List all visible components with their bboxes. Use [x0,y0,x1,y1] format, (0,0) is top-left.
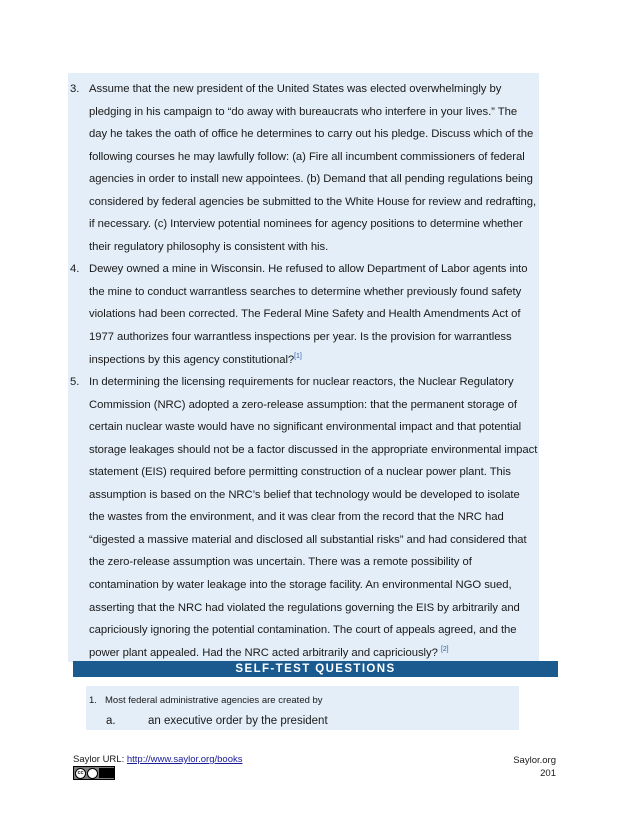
question-item [68,258,538,371]
self-test-heading: SELF-TEST QUESTIONS [73,661,558,677]
footer-source [73,754,243,765]
cc-logo-icon: cc [75,768,86,779]
footer-site: Saylor.org [513,755,556,766]
footnote-link[interactable]: [2] [440,645,449,653]
question-item [68,78,538,258]
attribution-icon [87,768,98,779]
exercise-questions-list [68,78,538,664]
footnote-link[interactable]: [1] [294,352,302,360]
self-test-question-text: Most federal administrative agencies are created by [105,695,323,706]
option-text: an executive order by the president [148,715,328,727]
page-number: 201 [540,768,556,779]
question-text: In determining the licensing requirements for nuclear reactors, the Nuclear Regulatory Commission (NRC) adopted a zero-release assumption: that the permanent storage of certain nuclear waste would have no significant environmental impact and that potential storage leakages should not be a factor discussed in the appropriate environmental impact statement (EIS) required before permitting construction of a nuclear power plant. This assumption is based on the NRC’s belief that technology would be developed to isolate the wastes from the environment, and it was clear from the record that the NRC had “digested a massive material and disclosed all substantial risks” and had considered that the zero-release assumption was uncertain. There was a remote possibility of contamination by water leakage into the storage facility. An environmental NGO sued, asserting that the NRC had violated the regulations governing the EIS by arbitrarily and capriciously ignoring the potential contamination. The court of appeals agreed, and the power plant appealed. Had the NRC acted arbitrarily and capriciously? [89,376,538,659]
question-text: Dewey owned a mine in Wisconsin. He refused to allow Department of Labor agents into the mine to conduct warrantless searches to determine whether previously found safety violations had been corrected. The Federal Mine Safety and Health Amendments Act of 1977 authorizes four warrantless inspections per year. Is the provision for warrantless inspections by this agency constitutional? [89,263,528,366]
footer-page-info [513,754,556,780]
question-item [68,371,538,664]
question-text: Assume that the new president of the United States was elected overwhelmingly by pledging in his campaign to “do away with bureaucrats who interfere in your lives.” The day he takes the oath of office he determines to carry out his pledge. Discuss which of the following courses he may lawfully follow: (a) Fire all incumbent commissioners of federal agencies in order to install new appointees. (b) Demand that all pending regulations being considered by federal agencies be submitted to the White House for review and redrafting, if necessary. (c) Interview potential nominees for agency positions to determine whether their regulatory philosophy is consistent with his. [89,83,537,253]
footer-url-link[interactable]: http://www.saylor.org/books [126,754,243,765]
question-number: 5. [70,376,80,389]
license-bar [99,768,114,778]
self-test-option [106,715,328,727]
self-test-question [89,695,323,706]
question-number: 3. [70,83,80,95]
question-number: 4. [70,263,80,276]
self-test-question-number: 1. [89,695,97,706]
footer-url-label: Saylor URL: [73,754,127,765]
creative-commons-badge [73,766,115,780]
option-letter: a. [106,715,116,727]
